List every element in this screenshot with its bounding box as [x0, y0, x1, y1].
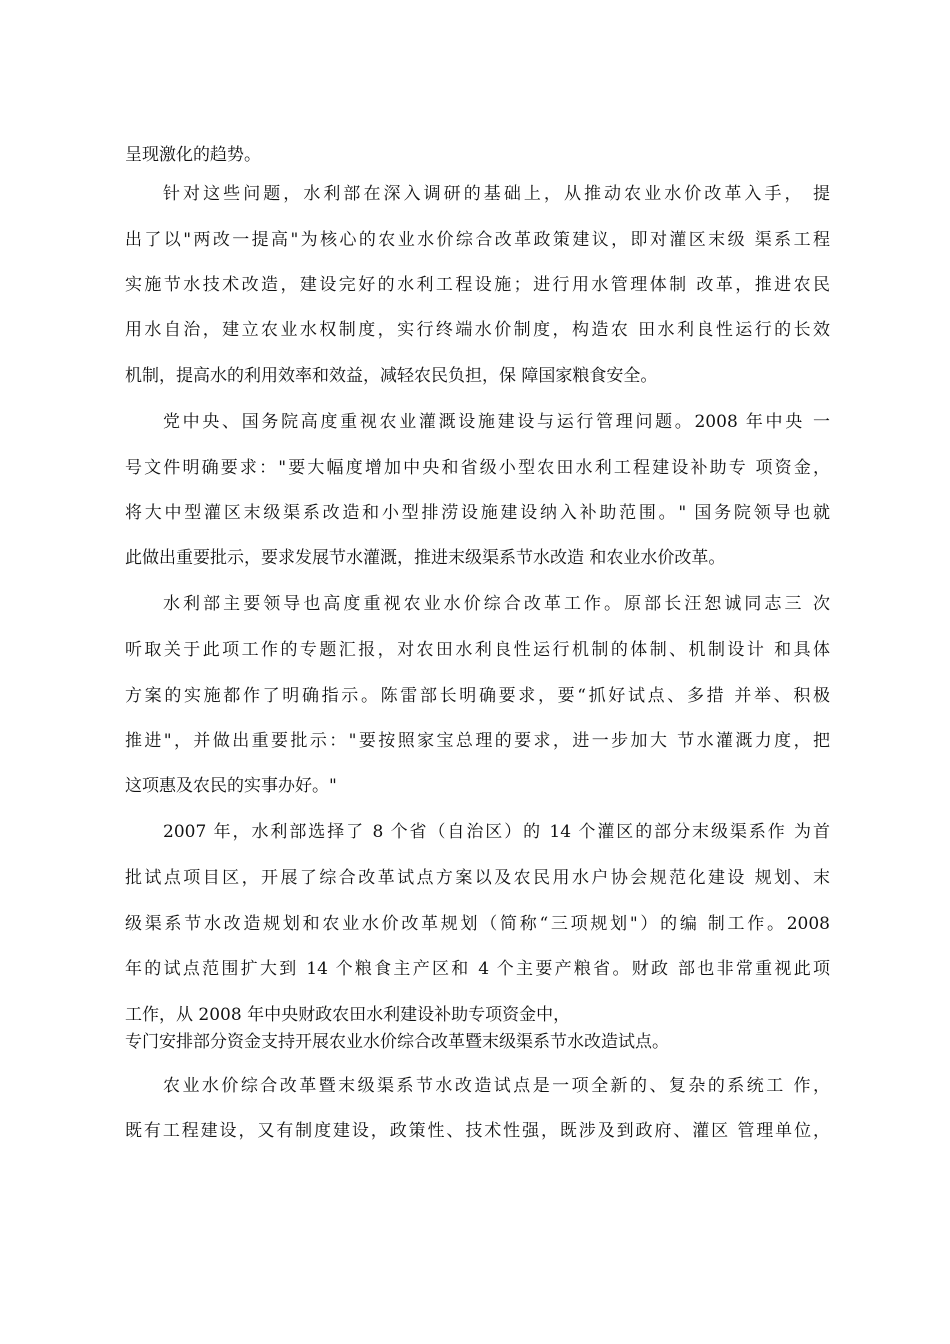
- text-line: 此做出重要批示，要求发展节水灌溉，推进末级渠系节水改造 和农业水价改革。: [125, 548, 726, 568]
- text-line: 年的试点范围扩大到 14 个粮食主产区和 4 个主要产粮省。财政 部也非常重视此项: [125, 959, 830, 979]
- text-line: 水利部主要领导也高度重视农业水价综合改革工作。原部长汪恕诚同志三 次: [163, 594, 830, 614]
- text-line: 号文件明确要求："要大幅度增加中央和省级小型农田水利工程建设补助专 项资金，: [125, 458, 830, 478]
- text-line: 党中央、国务院高度重视农业灌溉设施建设与运行管理问题。2008 年中央 一: [163, 412, 830, 432]
- text-line: 推进"，并做出重要批示："要按照家宝总理的要求，进一步加大 节水灌溉力度，把: [125, 731, 830, 751]
- text-line: 方案的实施都作了明确指示。陈雷部长明确要求，要“抓好试点、多措 并举、积极: [125, 686, 830, 706]
- text-line: 将大中型灌区末级渠系改造和小型排涝设施建设纳入补助范围。" 国务院领导也就: [125, 503, 830, 523]
- text-line: 既有工程建设，又有制度建设，政策性、技术性强，既涉及到政府、灌区 管理单位，: [125, 1121, 830, 1141]
- text-line: 农业水价综合改革暨末级渠系节水改造试点是一项全新的、复杂的系统工 作，: [163, 1076, 830, 1096]
- text-line: 听取关于此项工作的专题汇报，对农田水利良性运行机制的体制、机制设计 和具体: [125, 640, 830, 660]
- text-line: 级渠系节水改造规划和农业水价改革规划（简称“三项规划"）的编 制工作。2008: [125, 914, 830, 934]
- text-line: 呈现激化的趋势。: [125, 145, 261, 165]
- text-line: 针对这些问题，水利部在深入调研的基础上，从推动农业水价改革入手， 提: [163, 184, 830, 204]
- text-line: 实施节水技术改造，建设完好的水利工程设施；进行用水管理体制 改革，推进农民: [125, 275, 830, 295]
- text-line: 出了以"两改一提高"为核心的农业水价综合改革政策建议，即对灌区末级 渠系工程: [125, 230, 830, 250]
- text-line: 这项惠及农民的实事办好。": [125, 776, 337, 796]
- text-line: 机制，提高水的利用效率和效益，减轻农民负担，保 障国家粮食安全。: [125, 366, 658, 386]
- text-line: 专门安排部分资金支持开展农业水价综合改革暨末级渠系节水改造试点。: [125, 1032, 669, 1052]
- text-line: 2007 年，水利部选择了 8 个省（自治区）的 14 个灌区的部分末级渠系作 为首: [163, 822, 830, 842]
- text-line: 批试点项目区，开展了综合改革试点方案以及农民用水户协会规范化建设 规划、末: [125, 868, 830, 888]
- text-line: 用水自治，建立农业水权制度，实行终端水价制度，构造农 田水利良性运行的长效: [125, 320, 830, 340]
- text-line: 工作，从 2008 年中央财政农田水利建设补助专项资金中，: [125, 1005, 571, 1025]
